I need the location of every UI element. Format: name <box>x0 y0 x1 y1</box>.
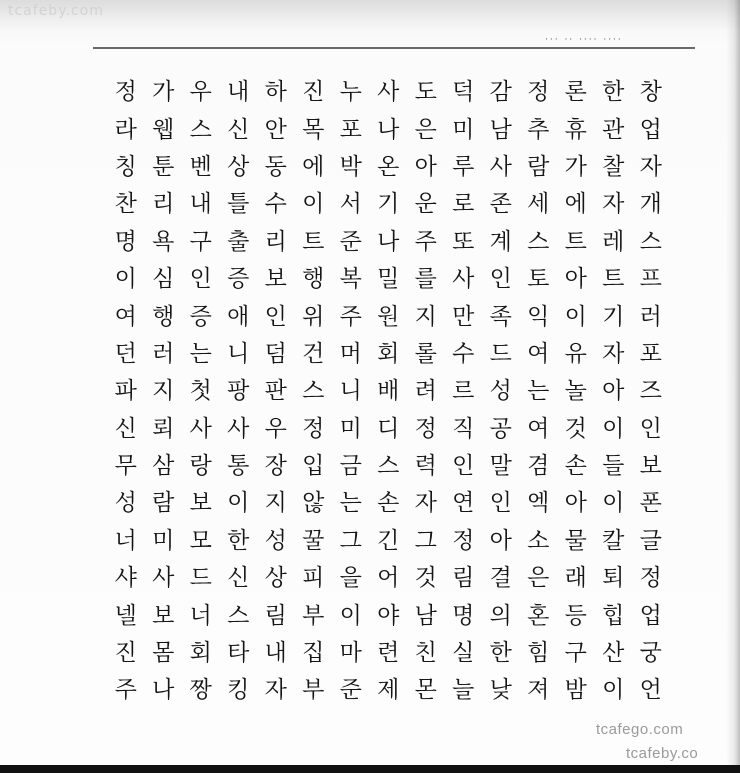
grid-cell: 스 <box>639 228 662 255</box>
grid-cell: 않 <box>302 490 325 517</box>
grid-cell: 인 <box>489 490 512 517</box>
grid-cell: 인 <box>189 266 212 293</box>
grid-cell: 출 <box>227 228 250 255</box>
grid-cell: 행 <box>152 303 175 330</box>
grid-cell: 넬 <box>114 602 137 629</box>
grid-cell: 틀 <box>227 191 250 218</box>
page-header-label: ··· ·· ···· ···· <box>545 35 623 45</box>
grid-cell: 유 <box>564 340 587 367</box>
grid-cell: 려 <box>414 378 437 405</box>
grid-cell: 자 <box>264 677 287 704</box>
grid-cell: 만 <box>452 303 475 330</box>
grid-cell: 정 <box>414 415 437 442</box>
grid-cell: 랑 <box>189 453 212 480</box>
grid-cell: 계 <box>489 228 512 255</box>
grid-cell: 놀 <box>564 378 587 405</box>
grid-cell: 스 <box>377 453 400 480</box>
grid-cell: 스 <box>302 378 325 405</box>
grid-cell: 온 <box>377 153 400 180</box>
grid-cell: 여 <box>527 340 550 367</box>
top-watermark: tcafeby.com <box>8 3 104 19</box>
grid-cell: 툰 <box>152 153 175 180</box>
grid-cell: 우 <box>264 415 287 442</box>
grid-cell: 정 <box>639 565 662 592</box>
grid-cell: 공 <box>489 415 512 442</box>
grid-cell: 몸 <box>152 640 175 667</box>
grid-cell: 직 <box>452 415 475 442</box>
grid-cell: 람 <box>152 490 175 517</box>
grid-cell: 휴 <box>564 116 587 143</box>
grid-cell: 에 <box>302 153 325 180</box>
grid-cell: 래 <box>564 565 587 592</box>
grid-cell: 드 <box>489 340 512 367</box>
grid-cell: 은 <box>414 116 437 143</box>
grid-cell: 내 <box>227 79 250 106</box>
grid-cell: 여 <box>114 303 137 330</box>
grid-cell: 머 <box>339 340 362 367</box>
grid-cell: 트 <box>302 228 325 255</box>
grid-cell: 사 <box>227 415 250 442</box>
grid-cell: 진 <box>114 640 137 667</box>
grid-cell: 한 <box>602 79 625 106</box>
grid-cell: 장 <box>264 453 287 480</box>
grid-cell: 판 <box>264 378 287 405</box>
grid-cell: 성 <box>264 527 287 554</box>
grid-cell: 는 <box>189 340 212 367</box>
grid-cell: 피 <box>302 565 325 592</box>
grid-cell: 림 <box>264 602 287 629</box>
grid-cell: 입 <box>302 453 325 480</box>
grid-cell: 마 <box>339 640 362 667</box>
grid-cell: 준 <box>339 228 362 255</box>
grid-cell: 무 <box>114 453 137 480</box>
grid-cell: 스 <box>227 602 250 629</box>
grid-cell: 구 <box>564 640 587 667</box>
grid-cell: 사 <box>452 266 475 293</box>
grid-cell: 언 <box>639 677 662 704</box>
grid-cell: 감 <box>489 79 512 106</box>
grid-cell: 는 <box>527 378 550 405</box>
grid-cell: 미 <box>152 527 175 554</box>
grid-cell: 너 <box>189 602 212 629</box>
grid-cell: 라 <box>114 116 137 143</box>
grid-cell: 러 <box>152 340 175 367</box>
grid-cell: 결 <box>489 565 512 592</box>
grid-cell: 성 <box>489 378 512 405</box>
grid-cell: 니 <box>227 340 250 367</box>
grid-cell: 벤 <box>189 153 212 180</box>
grid-cell: 나 <box>152 677 175 704</box>
grid-cell: 정 <box>302 415 325 442</box>
grid-cell: 친 <box>414 640 437 667</box>
grid-cell: 킹 <box>227 677 250 704</box>
grid-cell: 첫 <box>189 378 212 405</box>
grid-cell: 실 <box>452 640 475 667</box>
grid-cell: 엑 <box>527 490 550 517</box>
grid-cell: 샤 <box>114 565 137 592</box>
grid-cell: 나 <box>377 228 400 255</box>
grid-cell: 배 <box>377 378 400 405</box>
grid-cell: 모 <box>189 527 212 554</box>
grid-cell: 지 <box>264 490 287 517</box>
grid-cell: 이 <box>564 303 587 330</box>
grid-cell: 추 <box>527 116 550 143</box>
grid-cell: 론 <box>564 79 587 106</box>
grid-cell: 밤 <box>564 677 587 704</box>
grid-cell: 힘 <box>527 640 550 667</box>
grid-cell: 어 <box>377 565 400 592</box>
grid-cell: 서 <box>339 191 362 218</box>
grid-cell: 보 <box>152 602 175 629</box>
grid-cell: 를 <box>414 266 437 293</box>
grid-cell: 관 <box>602 116 625 143</box>
watermark-tcafego: tcafego.com <box>596 721 684 738</box>
grid-cell: 은 <box>527 565 550 592</box>
top-band <box>0 0 740 30</box>
watermark-tcafeby: tcafeby.co <box>626 745 699 762</box>
grid-cell: 삼 <box>152 453 175 480</box>
grid-cell: 인 <box>264 303 287 330</box>
grid-cell: 아 <box>489 527 512 554</box>
grid-cell: 물 <box>564 527 587 554</box>
grid-cell: 누 <box>339 79 362 106</box>
grid-cell: 주 <box>414 228 437 255</box>
grid-cell: 정 <box>527 79 550 106</box>
grid-cell: 건 <box>302 340 325 367</box>
grid-cell: 여 <box>527 415 550 442</box>
grid-cell: 창 <box>639 79 662 106</box>
grid-cell: 뢰 <box>152 415 175 442</box>
grid-cell: 남 <box>489 116 512 143</box>
grid-cell: 복 <box>339 266 362 293</box>
grid-cell: 정 <box>452 527 475 554</box>
grid-cell: 수 <box>264 191 287 218</box>
grid-cell: 이 <box>602 490 625 517</box>
grid-cell: 에 <box>564 191 587 218</box>
grid-cell: 찰 <box>602 153 625 180</box>
grid-cell: 몬 <box>414 677 437 704</box>
grid-cell: 이 <box>602 677 625 704</box>
grid-cell: 주 <box>114 677 137 704</box>
grid-cell: 손 <box>564 453 587 480</box>
grid-cell: 위 <box>302 303 325 330</box>
grid-cell: 그 <box>414 527 437 554</box>
grid-cell: 회 <box>189 640 212 667</box>
grid-cell: 동 <box>264 153 287 180</box>
grid-cell: 가 <box>152 79 175 106</box>
grid-cell: 애 <box>227 303 250 330</box>
grid-cell: 야 <box>377 602 400 629</box>
grid-cell: 명 <box>452 602 475 629</box>
grid-cell: 웹 <box>152 116 175 143</box>
grid-cell: 금 <box>339 453 362 480</box>
grid-cell: 목 <box>302 116 325 143</box>
grid-cell: 러 <box>639 303 662 330</box>
grid-cell: 업 <box>639 116 662 143</box>
grid-cell: 집 <box>302 640 325 667</box>
grid-cell: 말 <box>489 453 512 480</box>
grid-cell: 람 <box>527 153 550 180</box>
grid-cell: 가 <box>564 153 587 180</box>
grid-cell: 신 <box>114 415 137 442</box>
grid-cell: 지 <box>414 303 437 330</box>
grid-cell: 긴 <box>377 527 400 554</box>
grid-cell: 상 <box>227 153 250 180</box>
grid-cell: 부 <box>302 677 325 704</box>
grid-cell: 하 <box>264 79 287 106</box>
grid-cell: 미 <box>452 116 475 143</box>
grid-cell: 혼 <box>527 602 550 629</box>
grid-cell: 통 <box>227 453 250 480</box>
grid-cell: 포 <box>639 340 662 367</box>
grid-cell: 로 <box>452 191 475 218</box>
grid-cell: 이 <box>302 191 325 218</box>
grid-cell: 인 <box>639 415 662 442</box>
grid-cell: 보 <box>639 453 662 480</box>
grid-cell: 트 <box>602 266 625 293</box>
grid-cell: 정 <box>114 79 137 106</box>
grid-cell: 칭 <box>114 153 137 180</box>
grid-cell: 니 <box>339 378 362 405</box>
grid-cell: 이 <box>339 602 362 629</box>
grid-cell: 힙 <box>602 602 625 629</box>
grid-cell: 한 <box>489 640 512 667</box>
grid-cell: 찬 <box>114 191 137 218</box>
grid-cell: 을 <box>339 565 362 592</box>
grid-cell: 글 <box>639 527 662 554</box>
grid-cell: 박 <box>339 153 362 180</box>
grid-cell: 이 <box>227 490 250 517</box>
grid-cell: 한 <box>227 527 250 554</box>
grid-cell: 폰 <box>639 490 662 517</box>
grid-cell: 덤 <box>264 340 287 367</box>
grid-cell: 스 <box>527 228 550 255</box>
grid-cell: 등 <box>564 602 587 629</box>
grid-cell: 것 <box>414 565 437 592</box>
grid-cell: 루 <box>452 153 475 180</box>
grid-cell: 스 <box>189 116 212 143</box>
grid-cell: 팡 <box>227 378 250 405</box>
grid-cell: 것 <box>564 415 587 442</box>
grid-cell: 상 <box>264 565 287 592</box>
grid-cell: 존 <box>489 191 512 218</box>
grid-cell: 자 <box>414 490 437 517</box>
grid-cell: 심 <box>152 266 175 293</box>
page-edge-shadow <box>726 0 740 765</box>
grid-cell: 보 <box>189 490 212 517</box>
grid-cell: 사 <box>152 565 175 592</box>
grid-cell: 우 <box>189 79 212 106</box>
grid-cell: 족 <box>489 303 512 330</box>
grid-cell: 의 <box>489 602 512 629</box>
grid-cell: 주 <box>339 303 362 330</box>
grid-cell: 덕 <box>452 79 475 106</box>
grid-cell: 안 <box>264 116 287 143</box>
bottom-band <box>0 765 740 773</box>
grid-cell: 파 <box>114 378 137 405</box>
grid-cell: 자 <box>602 340 625 367</box>
grid-cell: 행 <box>302 266 325 293</box>
grid-cell: 포 <box>339 116 362 143</box>
grid-cell: 수 <box>452 340 475 367</box>
header-rule <box>93 47 695 49</box>
grid-cell: 세 <box>527 191 550 218</box>
grid-cell: 신 <box>227 116 250 143</box>
grid-cell: 레 <box>602 228 625 255</box>
grid-cell: 보 <box>264 266 287 293</box>
grid-cell: 인 <box>452 453 475 480</box>
grid-cell: 드 <box>189 565 212 592</box>
grid-cell: 내 <box>264 640 287 667</box>
grid-cell: 그 <box>339 527 362 554</box>
grid-cell: 력 <box>414 453 437 480</box>
grid-cell: 인 <box>489 266 512 293</box>
grid-cell: 진 <box>302 79 325 106</box>
grid-cell: 꿀 <box>302 527 325 554</box>
grid-cell: 사 <box>489 153 512 180</box>
grid-cell: 리 <box>264 228 287 255</box>
grid-cell: 아 <box>564 490 587 517</box>
grid-cell: 사 <box>189 415 212 442</box>
grid-cell: 업 <box>639 602 662 629</box>
grid-cell: 나 <box>377 116 400 143</box>
grid-cell: 짱 <box>189 677 212 704</box>
grid-cell: 연 <box>452 490 475 517</box>
grid-cell: 부 <box>302 602 325 629</box>
grid-cell: 낮 <box>489 677 512 704</box>
grid-cell: 성 <box>114 490 137 517</box>
grid-cell: 퇴 <box>602 565 625 592</box>
grid-cell: 도 <box>414 79 437 106</box>
grid-cell: 아 <box>414 153 437 180</box>
grid-cell: 제 <box>377 677 400 704</box>
grid-cell: 산 <box>602 640 625 667</box>
grid-cell: 소 <box>527 527 550 554</box>
grid-cell: 림 <box>452 565 475 592</box>
grid-cell: 개 <box>639 191 662 218</box>
grid-cell: 또 <box>452 228 475 255</box>
grid-cell: 운 <box>414 191 437 218</box>
grid-cell: 기 <box>377 191 400 218</box>
grid-cell: 증 <box>227 266 250 293</box>
grid-cell: 련 <box>377 640 400 667</box>
grid-cell: 토 <box>527 266 550 293</box>
grid-cell: 손 <box>377 490 400 517</box>
grid-cell: 즈 <box>639 378 662 405</box>
grid-cell: 프 <box>639 266 662 293</box>
grid-cell: 롤 <box>414 340 437 367</box>
grid-cell: 늘 <box>452 677 475 704</box>
grid-cell: 타 <box>227 640 250 667</box>
grid-cell: 겸 <box>527 453 550 480</box>
grid-cell: 밀 <box>377 266 400 293</box>
grid-cell: 회 <box>377 340 400 367</box>
grid-cell: 리 <box>152 191 175 218</box>
grid-cell: 아 <box>602 378 625 405</box>
grid-cell: 욕 <box>152 228 175 255</box>
grid-cell: 증 <box>189 303 212 330</box>
grid-cell: 는 <box>339 490 362 517</box>
grid-cell: 명 <box>114 228 137 255</box>
grid-cell: 사 <box>377 79 400 106</box>
grid-cell: 남 <box>414 602 437 629</box>
grid-cell: 신 <box>227 565 250 592</box>
word-search-grid <box>107 74 670 710</box>
grid-cell: 미 <box>339 415 362 442</box>
grid-cell: 져 <box>527 677 550 704</box>
grid-cell: 자 <box>639 153 662 180</box>
grid-cell: 자 <box>602 191 625 218</box>
grid-cell: 너 <box>114 527 137 554</box>
grid-cell: 내 <box>189 191 212 218</box>
grid-cell: 던 <box>114 340 137 367</box>
grid-cell: 준 <box>339 677 362 704</box>
grid-cell: 원 <box>377 303 400 330</box>
grid-cell: 이 <box>114 266 137 293</box>
grid-cell: 이 <box>602 415 625 442</box>
grid-cell: 들 <box>602 453 625 480</box>
grid-cell: 기 <box>602 303 625 330</box>
grid-cell: 칼 <box>602 527 625 554</box>
grid-cell: 트 <box>564 228 587 255</box>
grid-cell: 궁 <box>639 640 662 667</box>
grid-cell: 익 <box>527 303 550 330</box>
grid-cell: 르 <box>452 378 475 405</box>
grid-cell: 디 <box>377 415 400 442</box>
grid-cell: 지 <box>152 378 175 405</box>
grid-cell: 아 <box>564 266 587 293</box>
grid-cell: 구 <box>189 228 212 255</box>
